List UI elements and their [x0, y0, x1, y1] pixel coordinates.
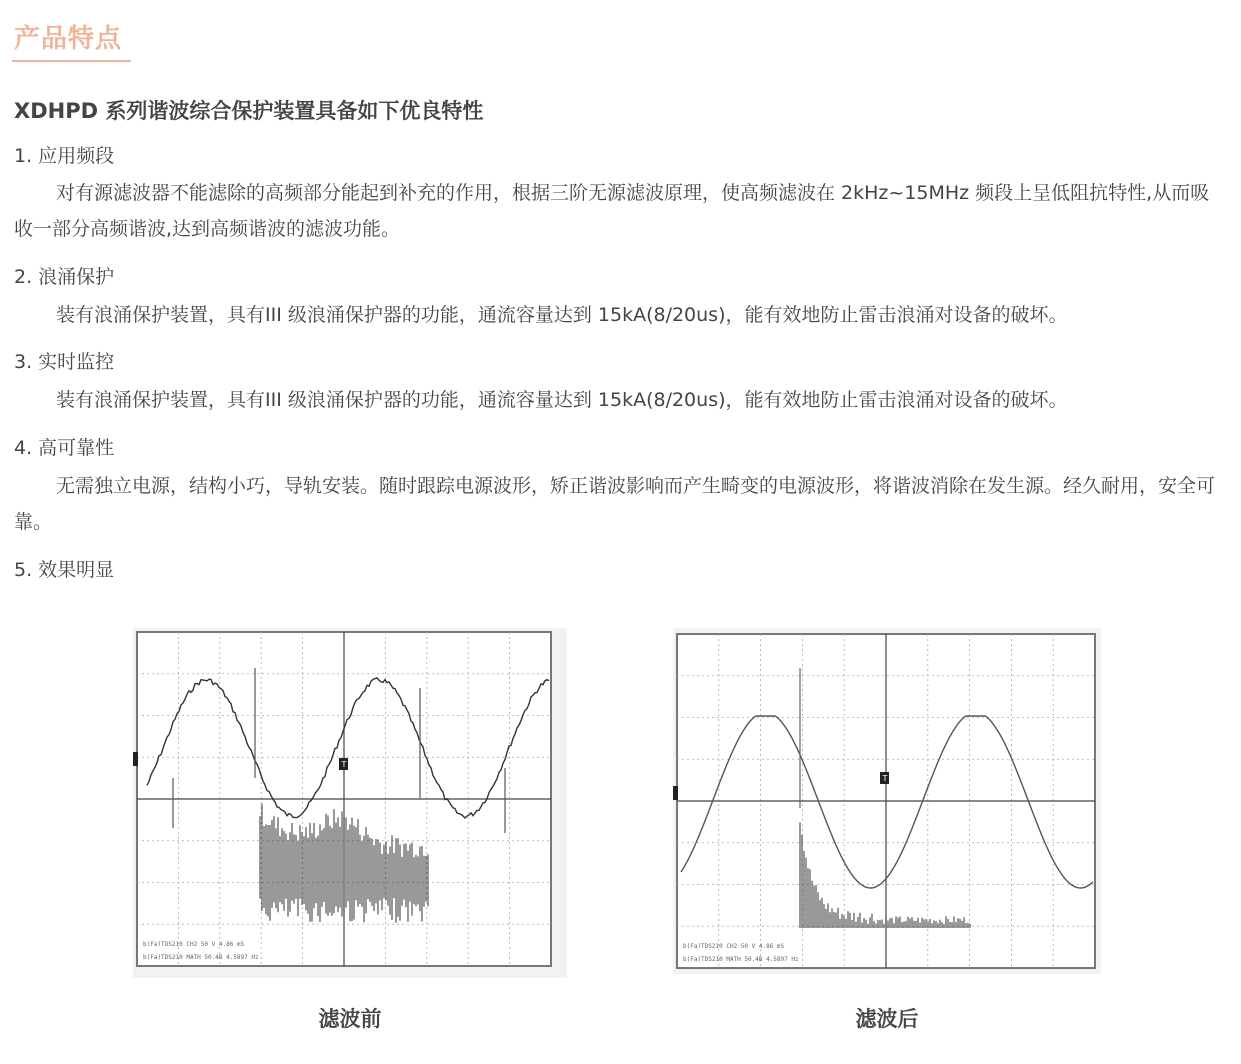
feature-text-frequency: 对有源滤波器不能滤除的高频部分能起到补充的作用，根据三阶无源滤波原理，使高频滤波在 2kHz~15MHz 频段上呈低阻抗特性,从而吸收一部分高频谐波,达到高频谐波的滤波功能。 [14, 182, 1210, 240]
feature-text-monitoring: 装有浪涌保护装置，具有III 级浪涌保护器的功能，通流容量达到 15kA(8/20us)，能有效地防止雷击浪涌对设备的破坏。 [56, 389, 1068, 411]
scope-before-status-1: b(Fa)TDS210 CH2 50 V 4.86 mS [143, 941, 245, 948]
feature-text-surge: 装有浪涌保护装置，具有III 级浪涌保护器的功能，通流容量达到 15kA(8/20us)，能有效地防止雷击浪涌对设备的破坏。 [56, 304, 1068, 326]
section-title-underline [12, 60, 131, 62]
scope-after-image [673, 628, 1101, 974]
scope-before-status-2: b(Fa)TDS210 MATH 50.4B 4.5897 Hz [143, 954, 259, 961]
feature-heading-surge: 2. 浪涌保护 [14, 266, 115, 288]
section-title: 产品特点 [14, 24, 123, 54]
svg-text:T: T [882, 774, 888, 783]
scope-after-caption: 滤波后 [855, 1007, 919, 1031]
feature-headline: XDHPD 系列谐波综合保护装置具备如下优良特性 [14, 99, 484, 123]
scope-after-figure [673, 628, 1101, 974]
feature-heading-reliability: 4. 高可靠性 [14, 437, 115, 459]
scope-before-figure [133, 628, 567, 978]
feature-heading-effect: 5. 效果明显 [14, 559, 115, 581]
feature-heading-monitoring: 3. 实时监控 [14, 351, 115, 373]
scope-after-status-2: b(Fa)TDS210 MATH 50.4B 4.5897 Hz [683, 956, 799, 963]
feature-text-reliability: 无需独立电源，结构小巧，导轨安装。随时跟踪电源波形，矫正谐波影响而产生畸变的电源波形，将谐波消除在发生源。经久耐用，安全可靠。 [14, 475, 1216, 533]
feature-heading-frequency: 1. 应用频段 [14, 145, 115, 167]
scope-before-caption: 滤波前 [318, 1007, 382, 1031]
svg-text:T: T [341, 760, 347, 769]
scope-after-status-1: b(Fa)TDS210 CH2 50 V 4.86 mS [683, 943, 785, 950]
scope-before-image [133, 628, 567, 978]
